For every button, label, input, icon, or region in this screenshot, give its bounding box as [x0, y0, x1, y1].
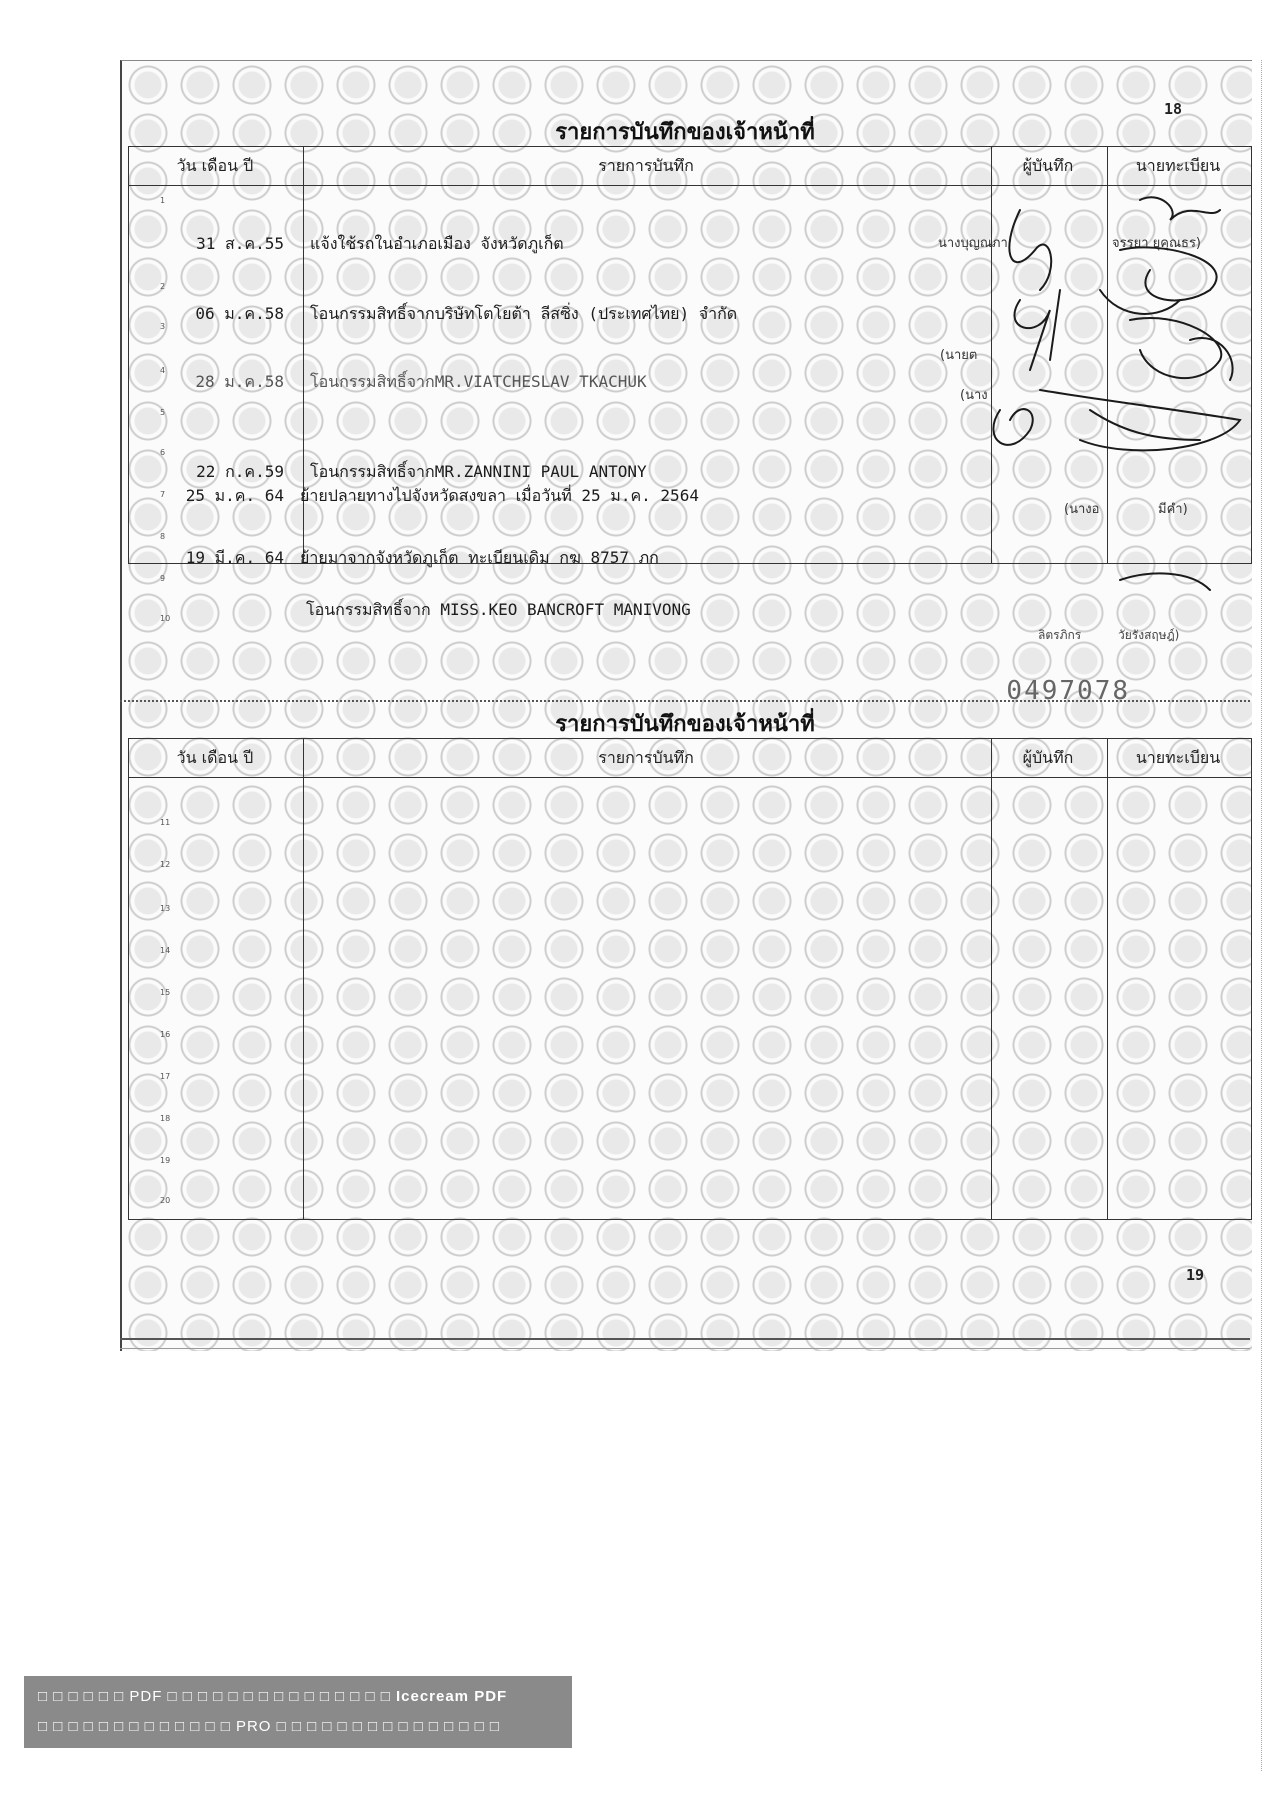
entry-text: แจ้งใช้รถในอำเภอเมือง จังหวัดภูเก็ต — [310, 234, 564, 253]
line-number: 17 — [160, 1072, 171, 1081]
watermark-pro: PRO — [235, 1718, 272, 1735]
recorder-name: (นายต — [940, 348, 978, 363]
watermark-brand: Icecream PDF — [395, 1688, 508, 1705]
entry-text: โอนกรรมสิทธิ์จากบริษัทโตโยต้า ลีสซิ่ง (ประเทศไทย) จำกัด — [310, 304, 738, 323]
entry-text: ย้ายมาจากจังหวัดภูเก็ต ทะเบียนเดิม กฆ 8757 ภก — [300, 548, 659, 567]
page-edge — [1261, 60, 1262, 1771]
recorder-name: นางบุญณภา — [938, 236, 1008, 251]
entry-text: โอนกรรมสิทธิ์จาก MISS.KEO BANCROFT MANIVONG — [306, 600, 691, 619]
line-number: 2 — [160, 282, 166, 291]
entry-text: ย้ายปลายทางไปจังหวัดสงขลา เมื่อวันที่ 25 ม.ค. 2564 — [300, 486, 699, 505]
serial-number: 0497078 — [1006, 676, 1130, 706]
entry-date: 06 ม.ค.58 — [195, 304, 284, 323]
line-number: 3 — [160, 322, 166, 331]
page-title-top: รายการบันทึกของเจ้าหน้าที่ — [555, 119, 815, 145]
line-number: 12 — [160, 860, 171, 869]
line-number: 4 — [160, 366, 166, 375]
header-recorder: ผู้บันทึก — [1022, 748, 1074, 767]
records-table-bottom — [128, 738, 1252, 1220]
entry-date: 31 ส.ค.55 — [196, 234, 284, 253]
line-number: 13 — [160, 904, 171, 913]
line-number: 16 — [160, 1030, 171, 1039]
entry-text: โอนกรรมสิทธิ์จากMR.VIATCHESLAV TKACHUK — [310, 372, 647, 391]
recorder-name: ลิตรภิกร — [1038, 628, 1082, 642]
line-number: 6 — [160, 448, 166, 457]
line-number: 7 — [160, 490, 166, 499]
sheet-bottom-edge — [120, 1338, 1250, 1349]
entry-text: โอนกรรมสิทธิ์จากMR.ZANNINI PAUL ANTONY — [310, 462, 647, 481]
line-number: 20 — [160, 1196, 171, 1205]
recorder-name: (นางอ — [1064, 502, 1100, 517]
header-recorder: ผู้บันทึก — [1022, 156, 1074, 175]
watermark-banner: □ □ □ □ □ □ PDF □ □ □ □ □ □ □ □ □ □ □ □ □ □ □ Icecream PDF □ □ □ □ □ □ □ □ □ □ □ □ □ PRO □ □ □ □ □ □ □ □ □ □ □ □ □ □ □ — [24, 1676, 572, 1748]
page-number-19: 19 — [1186, 1266, 1205, 1284]
line-number: 5 — [160, 408, 166, 417]
handwritten-signatures — [980, 190, 1260, 630]
entry-date: 19 มี.ค. 64 — [185, 548, 284, 567]
line-number: 15 — [160, 988, 171, 997]
entry-date: 28 ม.ค.58 — [195, 372, 284, 391]
line-number: 19 — [160, 1156, 171, 1165]
header-record: รายการบันทึก — [598, 748, 694, 767]
page-number-18: 18 — [1164, 100, 1183, 118]
line-number: 8 — [160, 532, 166, 541]
header-registrar: นายทะเบียน — [1135, 156, 1221, 175]
header-record: รายการบันทึก — [598, 156, 694, 175]
registrar-name: จรรยา ยุคุณธร) — [1112, 236, 1201, 251]
entry-date: 22 ก.ค.59 — [196, 462, 284, 481]
header-date: วัน เดือน ปี — [176, 156, 254, 175]
entry-date: 25 ม.ค. 64 — [185, 486, 284, 505]
registrar-name: มีคำ) — [1158, 502, 1188, 517]
line-number: 14 — [160, 946, 171, 955]
watermark-pdf: PDF — [129, 1688, 163, 1705]
header-registrar: นายทะเบียน — [1135, 748, 1221, 767]
header-date: วัน เดือน ปี — [176, 748, 254, 767]
page-title-bottom: รายการบันทึกของเจ้าหน้าที่ — [555, 711, 815, 737]
recorder-name: (นาง — [960, 388, 988, 403]
line-number: 11 — [160, 818, 171, 827]
line-number: 9 — [160, 574, 166, 583]
line-number: 18 — [160, 1114, 171, 1123]
line-number: 10 — [160, 614, 171, 623]
line-number: 1 — [160, 196, 166, 205]
registrar-name: วัยรังสฤษฎ์) — [1118, 628, 1180, 642]
